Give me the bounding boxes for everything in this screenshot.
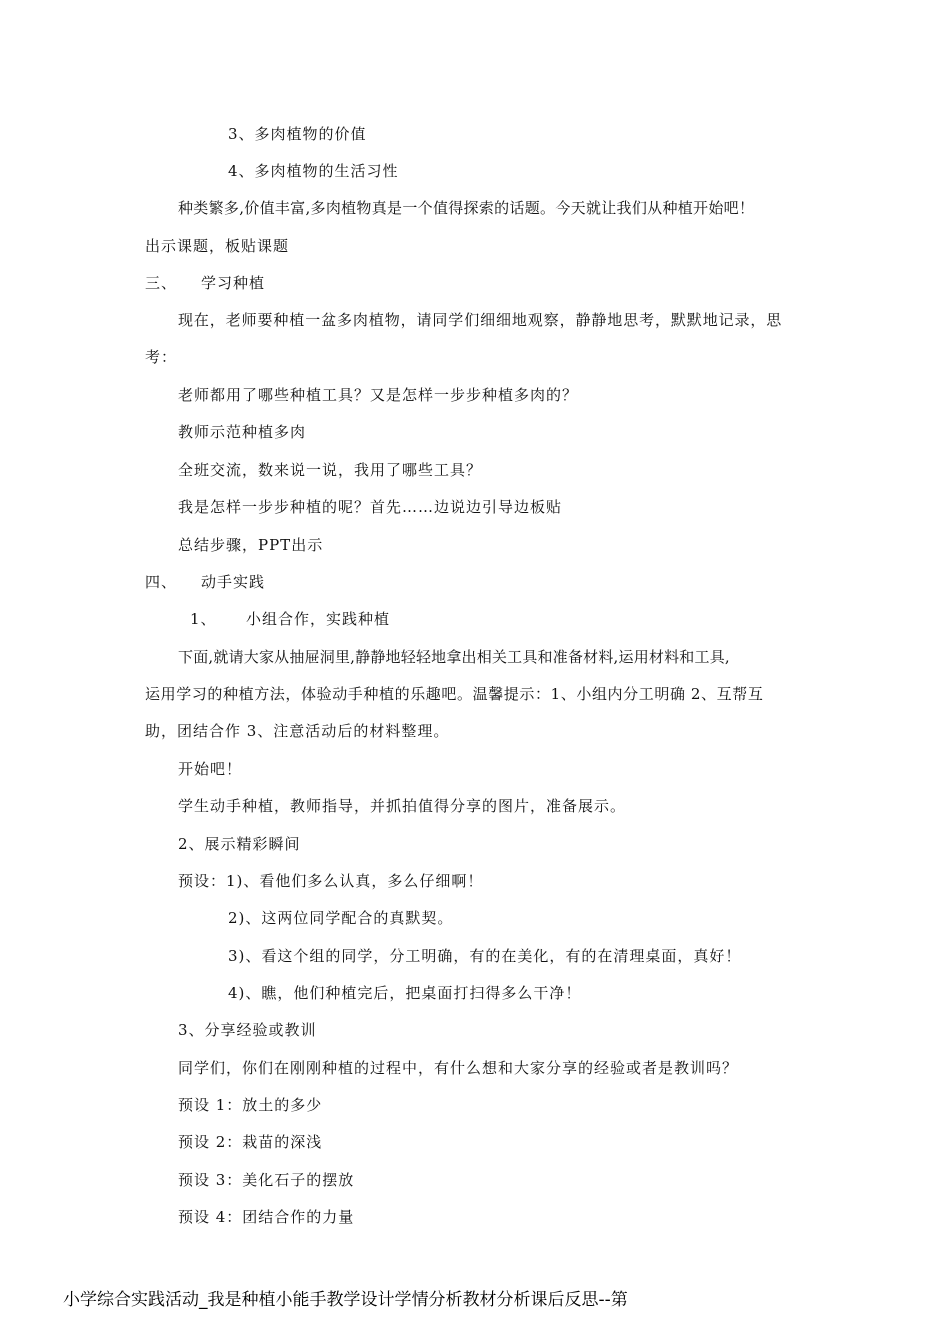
text-line: 预设 2：栽苗的深浅 [178,1133,323,1151]
text-line: 4、多肉植物的生活习性 [228,162,399,180]
section-number: 四、 [145,573,178,591]
text-line: 预设 4：团结合作的力量 [178,1208,355,1226]
text-line: 3、多肉植物的价值 [228,125,367,143]
text-line: 运用学习的种植方法，体验动手种植的乐趣吧。温馨提示：1、小组内分工明确 2、互帮互 [145,685,764,703]
page-footer: 小学综合实践活动_我是种植小能手教学设计学情分析教材分析课后反思--第 [63,1290,628,1310]
text-line: 总结步骤，PPT出示 [178,536,324,554]
text-line: 出示课题，板贴课题 [145,237,290,255]
text-line: 3、分享经验或教训 [178,1021,317,1039]
text-line: 我是怎样一步步种植的呢？首先……边说边引导边板贴 [178,498,563,516]
subsection-number: 1、 [190,610,217,628]
text-line: 2、展示精彩瞬间 [178,835,301,853]
text-line: 现在，老师要种植一盆多肉植物，请同学们细细地观察，静静地思考，默默地记录，思 [178,311,783,329]
text-line: 下面,就请大家从抽屉洞里,静静地轻轻地拿出相关工具和准备材料,运用材料和工具, [178,648,730,666]
text-line: 教师示范种植多肉 [178,423,307,441]
text-line: 同学们，你们在刚刚种植的过程中，有什么想和大家分享的经验或者是教训吗？ [178,1059,739,1077]
text-line: 2)、这两位同学配合的真默契。 [228,909,454,927]
section-heading: 动手实践 [201,573,266,591]
text-line: 3)、看这个组的同学，分工明确，有的在美化，有的在清理桌面，真好！ [228,947,742,965]
text-line: 预设 3：美化石子的摆放 [178,1171,355,1189]
text-line: 考： [145,348,178,366]
text-line: 全班交流，数来说一说，我用了哪些工具？ [178,461,483,479]
text-line: 预设：1)、看他们多么认真，多么仔细啊！ [178,872,484,890]
subsection-heading: 小组合作，实践种植 [246,610,391,628]
text-line: 种类繁多,价值丰富,多肉植物真是一个值得探索的话题。今天就让我们从种植开始吧！ [178,199,755,217]
text-line: 4)、瞧，他们种植完后，把桌面打扫得多么干净！ [228,984,582,1002]
text-line: 开始吧！ [178,760,243,778]
text-line: 助，团结合作 3、注意活动后的材料整理。 [145,722,450,740]
text-line: 老师都用了哪些种植工具？又是怎样一步步种植多肉的？ [178,386,579,404]
text-line: 学生动手种植，教师指导，并抓拍值得分享的图片，准备展示。 [178,797,627,815]
section-heading: 学习种植 [201,274,266,292]
section-number: 三、 [145,274,178,292]
text-line: 预设 1：放土的多少 [178,1096,323,1114]
